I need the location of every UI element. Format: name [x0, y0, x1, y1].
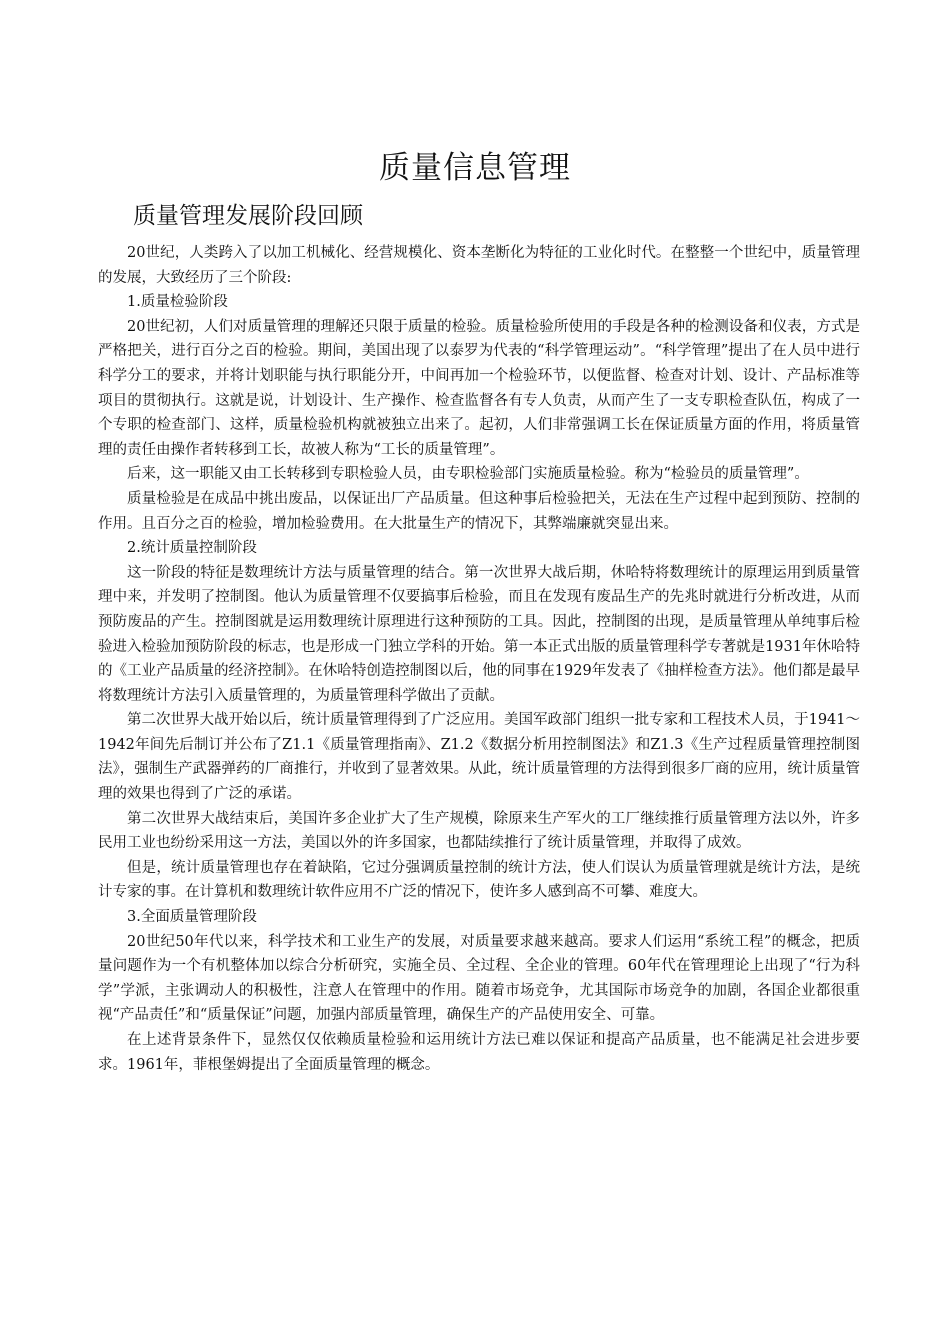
- paragraph: 第二次世界大战结束后，美国许多企业扩大了生产规模，除原来生产军火的工厂继续推行质量管理方法以外，许多民用工业也纷纷采用这一方法，美国以外的许多国家，也都陆续推行了统计质量管理，并取得了成效。: [98, 810, 860, 852]
- document-body: [98, 241, 860, 1077]
- subheading-statistical-control-stage: 2.统计质量控制阶段: [127, 540, 257, 557]
- paragraph-intro: 20世纪，人类跨入了以加工机械化、经营规模化、资本垄断化为特征的工业化时代。在整整一个世纪中，质量管理的发展，大致经历了三个阶段:: [98, 245, 860, 286]
- paragraph: 在上述背景条件下，显然仅仅依赖质量检验和运用统计方法已难以保证和提高产品质量，也不能满足社会进步要求。1961年，菲根堡姆提出了全面质量管理的概念。: [98, 1032, 860, 1073]
- section-heading: 质量管理发展阶段回顾: [133, 203, 363, 229]
- paragraph: 但是，统计质量管理也存在着缺陷，它过分强调质量控制的统计方法，使人们误认为质量管理就是统计方法，是统计专家的事。在计算机和数理统计软件应用不广泛的情况下，使许多人感到高不可攀、难度大。: [98, 859, 860, 901]
- subheading-inspection-stage: 1.质量检验阶段: [127, 294, 228, 311]
- paragraph: 20世纪初，人们对质量管理的理解还只限于质量的检验。质量检验所使用的手段是各种的检测设备和仪表，方式是严格把关，进行百分之百的检验。期间，美国出现了以泰罗为代表的“科学管理运动”。“科学管理”提出了在人员中进行科学分工的要求，并将计划职能与执行职能分开，中间再加一个检验环节，以便监督、检查对计划、设计、产品标准等项目的贯彻执行。这就是说，计划设计、生产操作、检查监督各有专人负责，从而产生了一支专职检查队伍，构成了一个专职的检查部门、这样，质量检验机构就被独立出来了。起初，人们非常强调工长在保证质量方面的作用，将质量管理的责任由操作者转移到工长，故被人称为“工长的质量管理”。: [98, 318, 860, 458]
- subheading-total-quality-stage: 3.全面质量管理阶段: [127, 909, 257, 926]
- document-title: 质量信息管理: [379, 150, 571, 186]
- paragraph: 第二次世界大战开始以后，统计质量管理得到了广泛应用。美国军政部门组织一批专家和工程技术人员，于1941～1942年间先后制订并公布了Z1.1《质量管理指南》、Z1.2《数据分析用控制图法》和Z1.3《生产过程质量管理控制图法》，强制生产武器弹药的厂商推行，并收到了显著效果。从此，统计质量管理的方法得到很多厂商的应用，统计质量管理的效果也得到了广泛的承诺。: [98, 712, 860, 803]
- paragraph: 后来，这一职能又由工长转移到专职检验人员，由专职检验部门实施质量检验。称为“检验员的质量管理”。: [127, 466, 809, 483]
- paragraph: 质量检验是在成品中挑出废品，以保证出厂产品质量。但这种事后检验把关，无法在生产过程中起到预防、控制的作用。且百分之百的检验，增加检验费用。在大批量生产的情况下，其弊端廉就突显出来。: [98, 490, 860, 532]
- paragraph: 这一阶段的特征是数理统计方法与质量管理的结合。第一次世界大战后期，休哈特将数理统计的原理运用到质量管理中来，并发明了控制图。他认为质量管理不仅要搞事后检验，而且在发现有废品生产的先兆时就进行分析改进，从而预防废品的产生。控制图就是运用数理统计原理进行这种预防的工具。因此，控制图的出现，是质量管理从单纯事后检验进入检验加预防阶段的标志，也是形成一门独立学科的开始。第一本正式出版的质量管理科学专著就是1931年休哈特的《工业产品质量的经济控制》。在休哈特创造控制图以后，他的同事在1929年发表了《抽样检查方法》。他们都是最早将数理统计方法引入质量管理的，为质量管理科学做出了贡献。: [98, 564, 860, 704]
- paragraph: 20世纪50年代以来，科学技术和工业生产的发展，对质量要求越来越高。要求人们运用“系统工程”的概念，把质量问题作为一个有机整体加以综合分析研究，实施全员、全过程、全企业的管理。60年代在管理理论上出现了“行为科学”学派，主张调动人的积极性，注意人在管理中的作用。随着市场竞争，尤其国际市场竞争的加剧，各国企业都很重视“产品责任”和“质量保证”问题，加强内部质量管理，确保生产的产品使用安全、可靠。: [98, 933, 860, 1024]
